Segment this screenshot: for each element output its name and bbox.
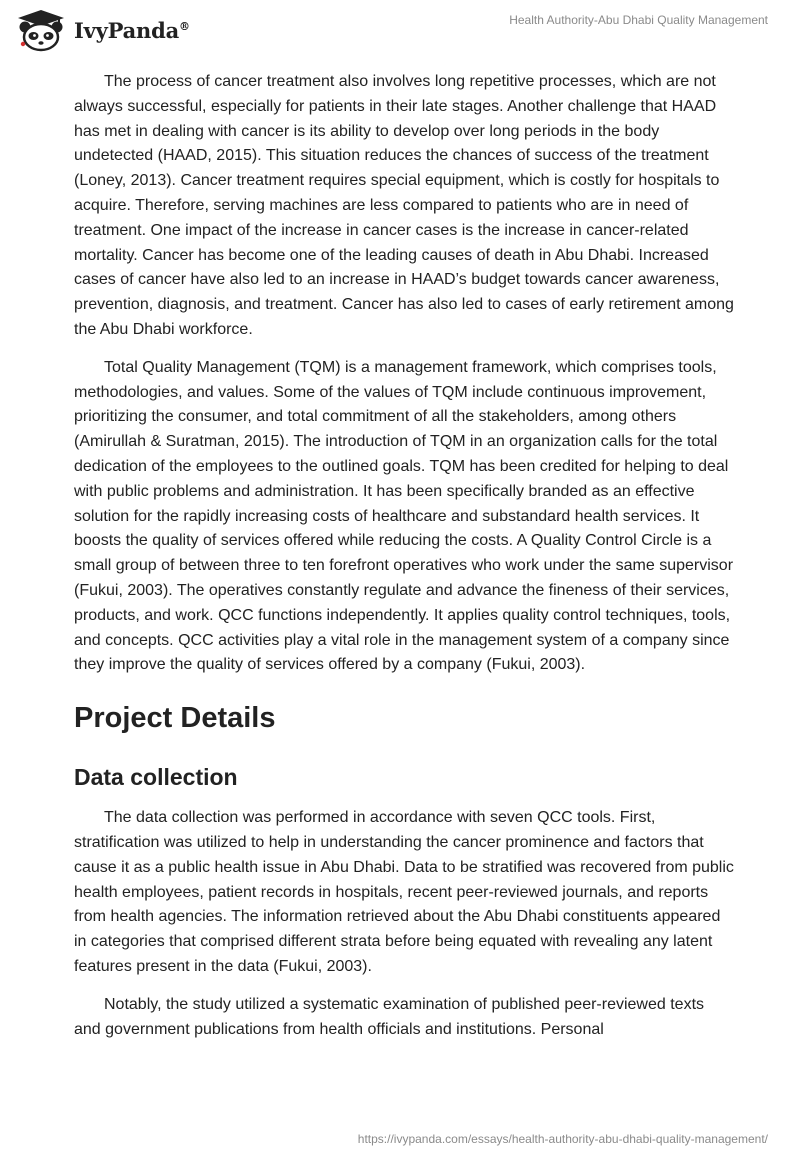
logo-text: IvyPanda® (74, 17, 190, 43)
paragraph-data-collection: The data collection was performed in accordance with seven QCC tools. First, stratification was utilized to help in understanding the cancer prominence and factors that cause it as a public health issue in Abu Dhabi. Data to be stratified was recovered from public health employees, patient records in hospitals, recent peer-reviewed journals, and reports from health agencies. The information retrieved about the Abu Dhabi constituents appeared in categories that comprised different strata before being equated with revealing any latent features present in the data (Fukui, 2003). (74, 809, 734, 975)
heading-data-collection: Data collection (74, 764, 238, 791)
page-header (0, 0, 800, 56)
panda-logo-icon (14, 8, 68, 52)
paragraph-systematic-examination: Notably, the study utilized a systematic examination of published peer-reviewed texts and government publications from health officials and institutions. Personal (74, 995, 705, 1038)
document-title: Health Authority-Abu Dhabi Quality Management (509, 13, 768, 27)
paragraph-cancer-treatment: The process of cancer treatment also involves long repetitive processes, which are not always successful, especially for patients in their late stages. Another challenge that HAAD has met in dealing with cancer is its ability to develop over long periods in the body undetected (HAAD, 2015). This situation reduces the chances of success of the treatment (Loney, 2013). Cancer treatment requires special equipment, which is costly for hospitals to acquire. Therefore, serving machines are less compared to patients who are in need of treatment. One impact of the increase in cancer cases is the increase in cancer-related mortality. Cancer has become one of the leading causes of death in Abu Dhabi. Increased cases of cancer have also led to an increase in HAAD’s budget towards cancer awareness, prevention, diagnosis, and treatment. Cancer has also led to cases of early retirement among the Abu Dhabi workforce. (74, 73, 734, 338)
essay-content (74, 70, 734, 1055)
paragraph-tqm: Total Quality Management (TQM) is a management framework, which comprises tools, methodologies, and values. Some of the values of TQM include continuous improvement, prioritizing the consumer, and total commitment of all the stakeholders, among others (Amirullah & Suratman, 2015). The introduction of TQM in an organization calls for the total dedication of the employees to the outlined goals. TQM has been credited for helping to deal with public problems and administration. It has been specifically branded as an effective solution for the rapidly increasing costs of healthcare and substandard health services. It boosts the quality of services offered while reducing the costs. A Quality Control Circle is a small group of between three to ten forefront operatives who work under the same supervisor (Fukui, 2003). The operatives constantly regulate and advance the fineness of their services, products, and work. QCC functions independently. It applies quality control techniques, tools, and concepts. QCC activities play a vital role in the management system of a company since they improve the quality of services offered by a company (Fukui, 2003). (74, 358, 734, 674)
heading-project-details: Project Details (74, 702, 276, 735)
footer-url[interactable]: https://ivypanda.com/essays/health-authority-abu-dhabi-quality-management/ (357, 1132, 768, 1146)
ivypanda-logo[interactable] (14, 8, 190, 52)
